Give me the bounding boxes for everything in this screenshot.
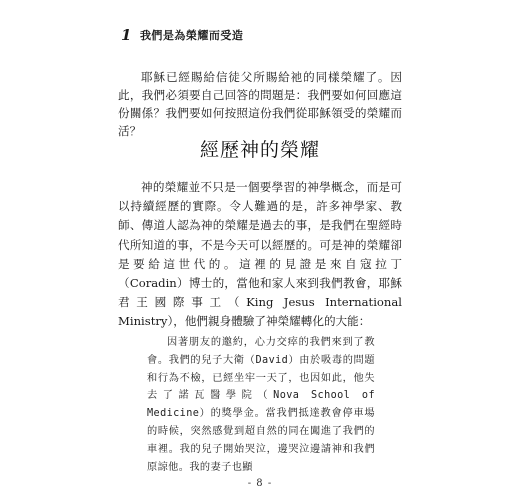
running-header (121, 26, 243, 44)
testimony-quote: 因著朋友的邀約，心力交瘁的我們來到了教會。我們的兒子大衛（David）由於吸毒的問題和行為不檢，已經坐牢一天了，也因如此，他失去了諾瓦醫學院（Nova School of Medicine）的獎學金。當我們抵達教會停車場的時候，突然感覺到超自然的同在闖進了我們的車裡。我的兒子開始哭泣，邊哭泣邊請神和我們原諒他。我的妻子也顯 (147, 337, 375, 473)
chapter-title: 我們是為榮耀而受造 (139, 29, 244, 42)
body-paragraph: 神的榮耀並不只是一個要學習的神學概念，而是可以持續經歷的實際。令人難過的是，許多神學家、教師、傳道人認為神的榮耀是過去的事，是我們在聖經時代所知道的事，不是今天可以經歷的。可是神的榮耀卻是要給這世代的。這裡的見證是來自寇拉丁（Coradin）博士的，當他和家人來到我們教會，耶穌君王國際事工（King Jesus International Ministry），他們親身體驗了神榮耀轉化的大能： (118, 180, 402, 329)
page-number: - 8 - (247, 478, 273, 489)
section-title: 經歷神的榮耀 (199, 139, 320, 161)
chapter-number: 1 (121, 26, 132, 44)
intro-paragraph: 耶穌已經賜給信徒父所賜給祂的同樣榮耀了。因此，我們必須要自己回答的問題是：我們要如何回應這份關係？我們要如何按照這份我們從耶穌領受的榮耀而活？ (118, 70, 402, 138)
